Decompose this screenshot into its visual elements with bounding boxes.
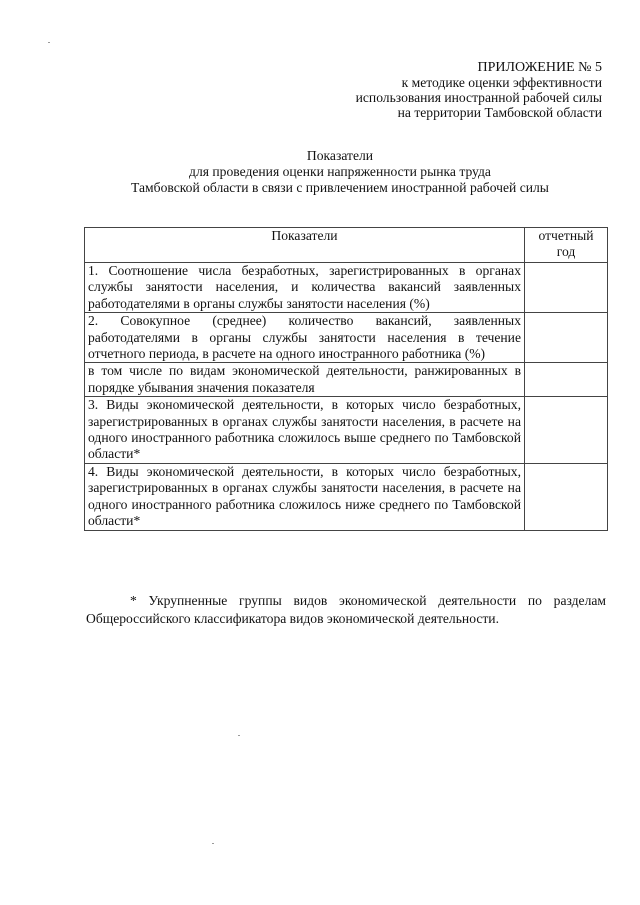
appendix-line-2: использования иностранной рабочей силы xyxy=(355,90,602,105)
indicator-cell: в том числе по видам экономической деятельности, ранжированных в порядке убывания значения показателя xyxy=(85,363,525,397)
scan-speck xyxy=(238,735,240,736)
appendix-header xyxy=(302,60,602,120)
appendix-title: ПРИЛОЖЕНИЕ № 5 xyxy=(477,60,602,75)
value-cell xyxy=(525,463,608,530)
value-cell xyxy=(525,397,608,464)
indicators-table xyxy=(84,227,608,531)
appendix-line-3: на территории Тамбовской области xyxy=(397,105,602,120)
indicator-cell: 4. Виды экономической деятельности, в которых число безработных, зарегистрированных в органах службы занятости населения, в расчете на одного иностранного работника сложилось ниже среднего по Тамбовской области* xyxy=(85,463,525,530)
appendix-line-1: к методике оценки эффективности xyxy=(401,75,602,90)
scan-speck xyxy=(212,843,214,844)
indicator-cell: 3. Виды экономической деятельности, в которых число безработных, зарегистрированных в органах службы занятости населения, в расчете на одного иностранного работника сложилось выше среднего по Тамбовской области* xyxy=(85,397,525,464)
indicator-cell: 2. Совокупное (среднее) количество вакансий, заявленных работодателями в органы службы занятости населения в течение отчетного периода, в расчете на одного иностранного работника (%) xyxy=(85,313,525,363)
heading-line-3: Тамбовской области в связи с привлечением иностранной рабочей силы xyxy=(131,180,549,195)
table-row xyxy=(85,397,608,464)
document-heading xyxy=(80,148,600,196)
value-cell xyxy=(525,263,608,313)
indicator-cell: 1. Соотношение числа безработных, зарегистрированных в органах службы занятости населения, и количества вакансий заявленных работодателями в органы службы занятости населения (%) xyxy=(85,263,525,313)
scan-speck xyxy=(48,42,50,43)
table-row xyxy=(85,263,608,313)
column-header-period: отчетный год xyxy=(525,228,608,263)
value-cell xyxy=(525,313,608,363)
table-row xyxy=(85,463,608,530)
footnote: * Укрупненные группы видов экономической деятельности по разделам Общероссийского классификатора видов экономической деятельности. xyxy=(86,593,606,626)
value-cell xyxy=(525,363,608,397)
heading-line-2: для проведения оценки напряженности рынка труда xyxy=(189,164,491,179)
table-row xyxy=(85,363,608,397)
table-row xyxy=(85,313,608,363)
heading-line-1: Показатели xyxy=(306,148,374,163)
table-header-row xyxy=(85,228,608,263)
column-header-indicators: Показатели xyxy=(85,228,525,263)
